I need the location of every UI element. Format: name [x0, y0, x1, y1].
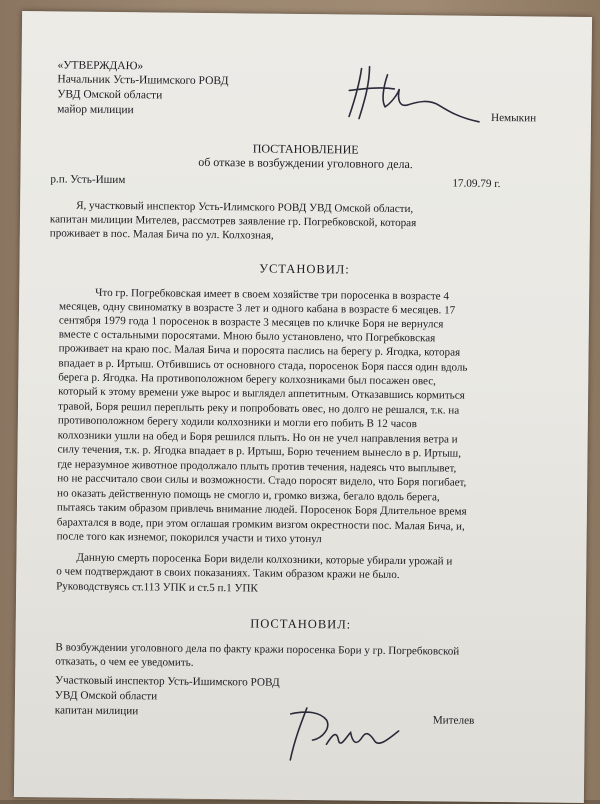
resolution-line: В возбуждении уголовного дела по факту кражи поросенка Бори у гр. Погребковской	[55, 641, 460, 658]
body-line: месяцев, одну свиноматку в возрасте 3 лет и одного кабана в возрасте 6 месяцев. 17	[58, 300, 456, 317]
body-line: где неразумное животное продолжало плыть против течения, надеясь что выплывет,	[57, 458, 457, 475]
body-line: впадает в р. Иртыш. Отбившись от основного стада, поросенок Боря пасся один вдоль	[58, 357, 468, 374]
body-line: который к этому времени уже вырос и выглядел аппетитным. Отказавшись кормиться	[58, 385, 465, 402]
body-line: Что гр. Погребковская имеет в своем хозяйстве три поросенка в возрасте 4	[95, 286, 450, 303]
document-sheet	[14, 11, 592, 803]
body-line: Руководствуясь ст.113 УПК и ст.5 п.1 УПК	[56, 580, 258, 595]
approval-department: УВД Омской области	[57, 88, 163, 102]
body-line: но оказать действенную помощь не смогло и, громко визжа, бегало вдоль берега,	[57, 487, 440, 504]
body-line: берега р. Ягодка. На противоположном берегу колхозниками был посажен овес,	[58, 371, 437, 388]
body-line: о чем подтверждают в своих показаниях. Таким образом кражи не было.	[56, 565, 400, 582]
approval-rank: майор милиции	[57, 103, 134, 117]
document-title: ПОСТАНОВЛЕНИЕ	[252, 141, 359, 157]
body-line: противоположном берегу ходили колхозники и могли его побить В 12 часов	[57, 414, 417, 431]
approval-stamp: «УТВЕРЖДАЮ»	[57, 59, 144, 73]
resolution-line: отказать, о чем ее уведомить.	[55, 655, 194, 669]
body-line: после того как изнемог, покорился участи и тихо утонул	[56, 530, 322, 546]
section-heading-established: УСТАНОВИЛ:	[259, 261, 350, 277]
signoff-name: Мителев	[432, 714, 475, 727]
approval-position: Начальник Усть-Ишимского РОВД	[57, 73, 229, 88]
body-line: вместе с остальными поросятами. Мною было установлено, что Погребковская	[58, 328, 436, 345]
body-line: травой, Боря решил переплыть реку и попробовать овес, но долго не решался, т.к. на	[57, 400, 460, 417]
body-line: проживает на краю пос. Малая Бича и поросята паслись на берегу р. Ягодка, которая	[58, 342, 461, 359]
body-line: но не рассчитало свои силы и возможности. Стадо поросят видело, что Боря погибает,	[57, 472, 467, 489]
inspector-signature	[276, 700, 407, 771]
body-line: колхозники ушли на обед и Боря решился плыть. Но он не учел направления ветра и	[57, 429, 458, 446]
body-line: сентября 1979 года 1 поросенок в возрасте 3 месяцев по кличке Боря не вернулся	[58, 314, 444, 331]
body-line: силу течения, т.к. р. Ягодка впадает в р. Иртыш, Борю течением вынесло в р. Иртыш,	[57, 443, 462, 460]
approver-signature	[339, 58, 490, 130]
body-line: пытаясь таким образом привлечь внимание людей. Поросенок Боря Длительное время	[56, 501, 467, 518]
body-line: Данную смерть поросенка Бори видели колхозники, которые убирали урожай и	[76, 551, 453, 568]
intro-line: Я, участковый инспектор Усть-Илимского РОВД УВД Омской области,	[76, 199, 414, 216]
approval-name: Немыкин	[490, 111, 537, 125]
intro-line: проживает в пос. Малая Бича по ул. Колхозная,	[49, 227, 274, 242]
place: р.п. Усть-Ишим	[50, 173, 126, 187]
signoff-rank: капитан милиции	[54, 704, 139, 718]
intro-line: капитан милиции Мителев, рассмотрев заявление гр. Погребковской, которая	[49, 213, 417, 230]
signoff-department: УВД Омской области	[54, 689, 158, 703]
document-subtitle: об отказе в возбуждении уголовного дела.	[198, 154, 413, 172]
document-date: 17.09.79 г.	[452, 177, 501, 191]
body-line: барахтался в воде, при этом оглашая громким визгом окрестности пос. Малая Бича, и,	[56, 516, 465, 533]
signoff-position: Участковый инспектор Усть-Ишимского РОВД	[55, 674, 280, 689]
section-heading-resolved: ПОСТАНОВИЛ:	[250, 616, 352, 632]
